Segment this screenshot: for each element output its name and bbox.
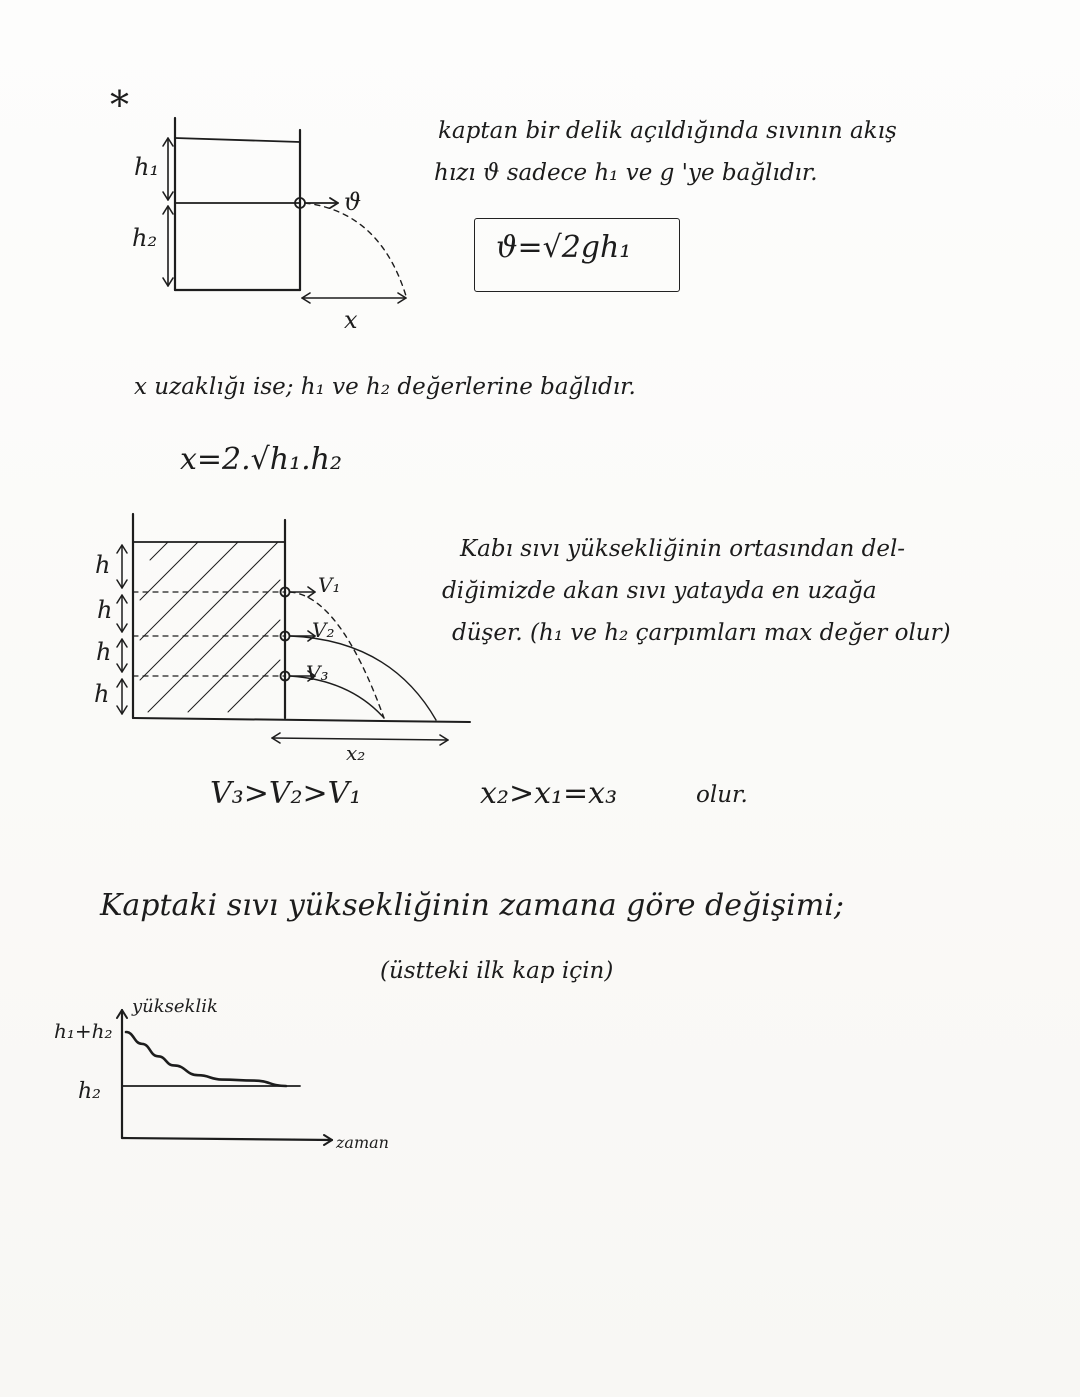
h2-label: h₂ <box>132 224 158 252</box>
text3-line2: diğimizde akan sıvı yatayda en uzağa <box>442 578 877 604</box>
h-label-1: h <box>95 551 111 579</box>
ytick-h1h2: h₁+h₂ <box>54 1019 113 1043</box>
height-decay-curve <box>126 1032 286 1086</box>
text3-line3: düşer. (h₁ ve h₂ çarpımları max değer olur) <box>452 620 951 646</box>
velocity-label: ϑ <box>344 188 362 216</box>
v1-label: V₁ <box>318 573 341 597</box>
text2-line: x uzaklığı ise; h₁ ve h₂ değerlerine bağlıdır. <box>134 374 636 400</box>
v3-label: V₃ <box>306 661 329 685</box>
text3-line1: Kabı sıvı yüksekliğinin ortasından del- <box>460 536 906 562</box>
star-mark: * <box>110 83 129 127</box>
h-label-4: h <box>94 680 110 708</box>
ytick-h2: h₂ <box>78 1079 101 1104</box>
v2-label: V₂ <box>312 618 335 642</box>
distance-relation: x₂>x₁=x₃ <box>480 776 618 811</box>
x-axis <box>122 1138 332 1140</box>
x-label: x <box>344 306 358 334</box>
distance-formula: x=2.√h₁.h₂ <box>180 442 343 477</box>
x-axis-label: zaman <box>336 1133 389 1152</box>
height-time-title: Kaptaki sıvı yüksekliğinin zamana göre değişimi; <box>100 888 844 923</box>
x2-label: x₂ <box>346 741 366 765</box>
text1-line1: kaptan bir delik açıldığında sıvının akış <box>438 118 897 144</box>
y-axis-label: yükseklik <box>132 996 218 1017</box>
relation-suffix: olur. <box>696 782 748 808</box>
h1-label: h₁ <box>134 153 160 181</box>
velocity-formula: ϑ=√2gh₁ <box>496 230 632 265</box>
h-label-3: h <box>96 638 112 666</box>
height-time-note: (üstteki ilk kap için) <box>380 958 614 984</box>
h-label-2: h <box>97 596 113 624</box>
speed-relation: V₃>V₂>V₁ <box>210 776 362 811</box>
text1-line2: hızı ϑ sadece h₁ ve g 'ye bağlıdır. <box>434 160 818 186</box>
